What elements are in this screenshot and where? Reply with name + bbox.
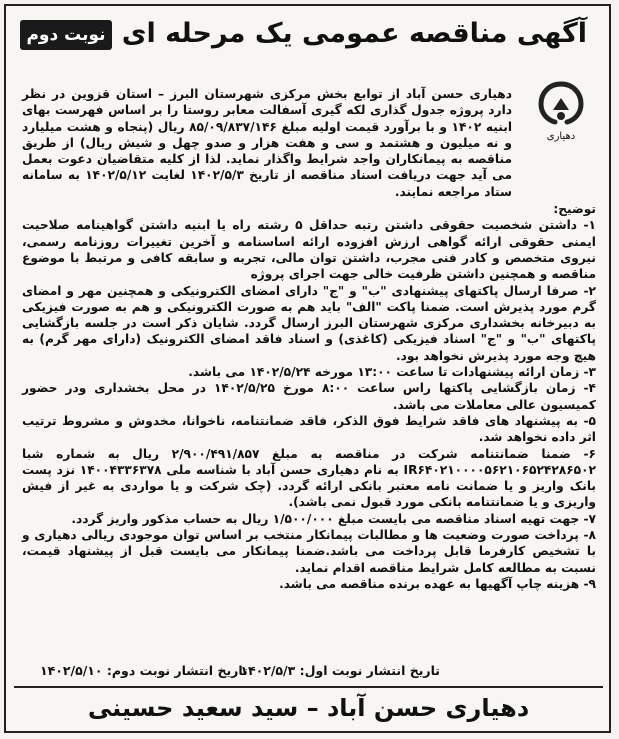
notes-list xyxy=(22,217,596,592)
note-item-4: ۴- زمان بازگشایی پاکتها راس ساعت ۸:۰۰ مورخ ۱۴۰۲/۵/۲۵ در محل بخشداری ودر حضور کمیسیون عالی معاملات می باشد. xyxy=(22,381,596,412)
logo-text: دهیاری xyxy=(546,131,576,142)
note-item-1: ۱- داشتن شخصیت حقوقی داشتن رتبه حداقل ۵ رشته راه یا ابنیه داشتن گواهینامه صلاحیت ایمنی حقوقی ارائه گواهی ارزش افزوده ارائه اساسنامه و آخرین تغییرات روزنامه رسمی، نیروی متخصص و کادر فنی مجرب، داشتن توان مالی، تجربه و سابقه کافی و مرتبط با موضوع مناقصه و همچنین داشتن ظرفیت خالی جهت اجرای پروژه xyxy=(22,218,596,282)
edition-badge: نوبت دوم xyxy=(20,20,112,50)
note-item-6: ۶- ضمنا ضمانتنامه شرکت در مناقصه به مبلغ ۲/۹۰۰/۴۹۱/۸۵۷ ریال به شماره شبا IR۶۴۰۲۱۰۰۰۰۵۶۲۱۰۶۵۲۴۲۸۶۵۰۲ به نام دهیاری حسن آباد با شناسه ملی ۱۴۰۰۴۳۳۶۳۷۸ نزد پست بانک واریز و یا ضمانت نامه معتبر بانکی ارائه گردد. (چک شرکت و یا مواردی به غیر از فیش واریزی و یا ضمانتنامه بانکی مورد قبول نمی باشد). xyxy=(22,446,596,510)
note-item-5: ۵- به پیشنهاد های فاقد شرایط فوق الذکر، فاقد ضمانتنامه، ناخوانا، مخدوش و مشروط ترتیب اثر داده نخواهد شد. xyxy=(22,413,596,445)
note-item-2: ۲- صرفا ارسال پاکتهای پیشنهادی "ب" و "ج" دارای امضای الکترونیکی و همچنین مهر و امضای گرم مورد پذیرش است. ضمنا پاکت "الف" باید هم به صورت الکترونیکی و هم به صورت فیزیکی به دبیرخانه بخشداری مرکزی شهرستان البرز ارسال گردد. شایان ذکر است در جلسه بازگشایی پاکتهای "ب" و "ج" اسناد فیزیکی (کاغذی) و اسناد فاقد امضای الکترونیک (دارای مهر گرم) به هیچ وجه مورد پذیرش نخواهد بود. xyxy=(22,283,596,363)
note-item-3: ۳- زمان ارائه پیشنهادات تا ساعت ۱۳:۰۰ مورخه ۱۴۰۲/۵/۲۴ می باشد. xyxy=(188,365,596,380)
notice-title: آگهی مناقصه عمومی یک مرحله ای xyxy=(121,18,587,49)
first-publication-date: تاریخ انتشار نوبت اول: ۱۴۰۲/۵/۳ xyxy=(240,663,440,678)
note-item-8: ۸- پرداخت صورت وضعیت ها و مطالبات پیمانکار منتخب بر اساس توان موجودی ریالی دهیاری و با تشخیص کارفرما قابل پرداخت می باشد.ضمنا پیمانکار می بایست قبل از پیشنهاد قیمت، نسبت به مطالعه کامل شرایط مناقصه اقدام نماید. xyxy=(22,528,596,575)
signature-text: دهیاری حسن آباد – سید سعید حسینی xyxy=(87,694,530,722)
note-item-9: ۹- هزینه چاپ آگهیها به عهده برنده مناقصه می باشد. xyxy=(279,576,596,591)
publication-dates xyxy=(30,663,590,681)
notice-body xyxy=(22,86,596,592)
second-publication-date: تاریخ انتشار نوبت دوم: ۱۴۰۲/۵/۱۰ xyxy=(40,663,248,678)
intro-text: دهیاری حسن آباد از توابع بخش مرکزی شهرستان البرز – استان قزوین در نظر دارد پروژه جدول گذاری لکه گیری آسفالت معابر روستا را بر اساس فهرست بهای ابنیه ۱۴۰۲ و با برآورد قیمت اولیه مبلغ ۸۵/۰۹/۸۳۷/۱۴۶ ریال (پنجاه و هشت میلیارد و نه میلیون و هشتمد و سی و هفت هزار و صدو چهل و شیش ریال) از طریق مناقصه به پیمانکاران واجد شرایط واگذار نماید. لذا از کلیه متقاضیان دعوت بعمل می آید جهت دریافت اسناد مناقصه از تاریخ ۱۴۰۲/۵/۳ لغایت ۱۴۰۲/۵/۱۲ به سامانه ستاد مراجعه نمایند. xyxy=(22,87,512,199)
intro-paragraph xyxy=(22,86,596,200)
note-item-7: ۷- جهت تهیه اسناد مناقصه می بایست مبلغ ۱/۵۰۰/۰۰۰ ریال به حساب مذکور واریز گردد. xyxy=(71,511,596,526)
signature-footer xyxy=(14,686,603,728)
notice-header xyxy=(14,12,605,86)
notes-label: توضیح: xyxy=(553,202,596,217)
notice-frame xyxy=(4,4,611,733)
